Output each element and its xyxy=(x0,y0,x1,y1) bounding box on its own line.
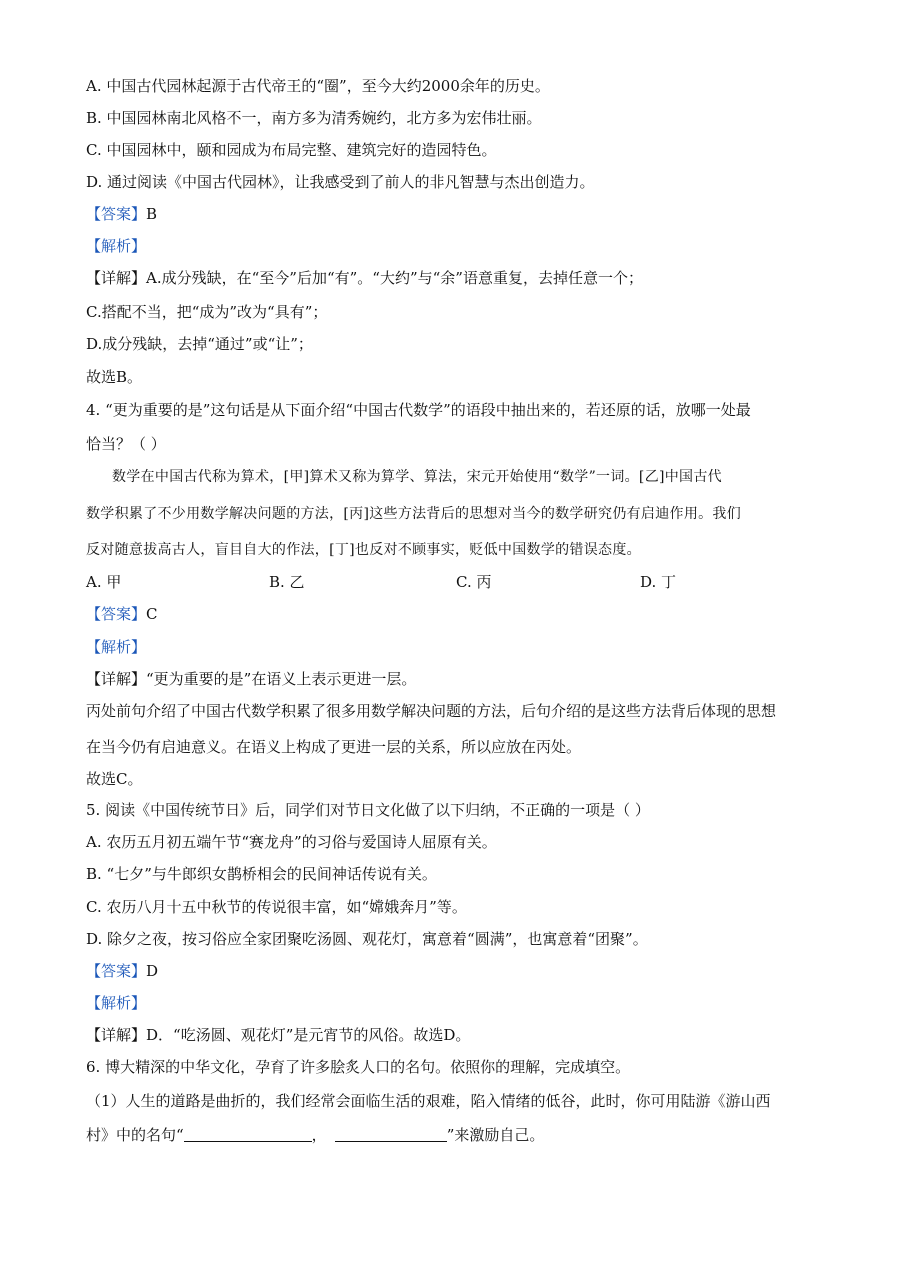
answer-value: C xyxy=(146,605,158,623)
q4-analysis xyxy=(86,636,849,658)
q6-sub1-mid: ， xyxy=(311,1126,327,1144)
q5-analysis xyxy=(86,992,849,1014)
q4-stem-2: 恰当？（ ） xyxy=(86,435,166,453)
detail-text: D．“吃汤圆、观花灯”是元宵节的风俗。故选D。 xyxy=(146,1026,471,1044)
q4-passage-3: 反对随意拔高古人，盲目自大的作法，[丁]也反对不顾事实，贬低中国数学的错误态度。 xyxy=(86,542,641,558)
answer-tag: 【答案】 xyxy=(86,205,147,223)
answer-value: B xyxy=(146,205,158,223)
q3-option-b: B. 中国园林南北风格不一，南方多为清秀婉约，北方多为宏伟壮丽。 xyxy=(86,109,542,127)
q6-sub1-pre: 村》中的名句“ xyxy=(86,1126,184,1144)
q3-option-d: D. 通过阅读《中国古代园林》，让我感受到了前人的非凡智慧与杰出创造力。 xyxy=(86,173,595,191)
q3-option-c: C. 中国园林中，颐和园成为布局完整、建筑完好的造园特色。 xyxy=(86,141,497,159)
q5-option-d: D. 除夕之夜，按习俗应全家团聚吃汤圆、观花灯，寓意着“圆满”，也寓意着“团聚”。 xyxy=(86,930,648,948)
q4-answer xyxy=(86,603,849,625)
analysis-tag: 【解析】 xyxy=(86,994,147,1012)
q4-option-a: A. 甲 xyxy=(86,573,122,591)
answer-value: D xyxy=(146,962,159,980)
q4-detail-4: 故选C。 xyxy=(86,770,143,788)
q6-sub1-line1: （1）人生的道路是曲折的，我们经常会面临生活的艰难，陷入情绪的低谷，此时，你可用陆游《游山西 xyxy=(86,1092,771,1110)
q5-stem: 5. 阅读《中国传统节日》后，同学们对节日文化做了以下归纳，不正确的一项是（ ） xyxy=(86,801,650,819)
q4-passage-2: 数学积累了不少用数学解决问题的方法，[丙]这些方法背后的思想对当今的数学研究仍有启迪作用。我们 xyxy=(86,506,742,522)
q5-option-b: B. “七夕”与牛郎织女鹊桥相会的民间神话传说有关。 xyxy=(86,865,437,883)
q5-detail xyxy=(86,1024,849,1046)
analysis-tag: 【解析】 xyxy=(86,638,147,656)
q3-analysis xyxy=(86,235,849,257)
q3-detail-2: C.搭配不当，把“成为”改为“具有”； xyxy=(86,303,328,321)
q5-answer xyxy=(86,960,849,982)
q3-detail-3: D.成分残缺，去掉“通过”或“让”； xyxy=(86,335,313,353)
q4-detail-1 xyxy=(86,668,849,690)
q5-option-c: C. 农历八月十五中秋节的传说很丰富，如“嫦娥奔月”等。 xyxy=(86,898,467,916)
detail-tag: 【详解】 xyxy=(86,670,147,688)
detail-text: A.成分残缺，在“至今”后加“有”。“大约”与“余”语意重复，去掉任意一个； xyxy=(146,269,643,287)
q6-sub1-line2 xyxy=(86,1124,849,1146)
answer-tag: 【答案】 xyxy=(86,605,147,623)
q5-option-a: A. 农历五月初五端午节“赛龙舟”的习俗与爱国诗人屈原有关。 xyxy=(86,833,497,851)
q6-sub1-post: ”来激励自己。 xyxy=(446,1126,545,1144)
q3-detail-4: 故选B。 xyxy=(86,368,143,386)
fill-blank-2[interactable] xyxy=(335,1125,447,1142)
q4-detail-3: 在当今仍有启迪意义。在语义上构成了更进一层的关系，所以应放在丙处。 xyxy=(86,738,582,756)
detail-text: “更为重要的是”在语义上表示更进一层。 xyxy=(146,670,417,688)
q4-passage-1: 数学在中国古代称为算术，[甲]算术又称为算学、算法，宋元开始使用“数学”一词。[乙]中国古代 xyxy=(112,469,722,485)
q4-option-b: B. 乙 xyxy=(269,573,305,591)
q3-detail-1 xyxy=(86,267,849,289)
q3-option-a: A. 中国古代园林起源于古代帝王的“圈”，至今大约2000余年的历史。 xyxy=(86,77,550,95)
q4-option-d: D. 丁 xyxy=(640,573,677,591)
q4-option-c: C. 丙 xyxy=(456,573,492,591)
answer-tag: 【答案】 xyxy=(86,962,147,980)
q4-detail-2: 丙处前句介绍了中国古代数学积累了很多用数学解决问题的方法，后句介绍的是这些方法背后体现的思想 xyxy=(86,702,777,720)
q6-stem: 6. 博大精深的中华文化，孕育了许多脍炙人口的名句。依照你的理解，完成填空。 xyxy=(86,1058,631,1076)
detail-tag: 【详解】 xyxy=(86,269,147,287)
fill-blank-1[interactable] xyxy=(184,1125,312,1142)
analysis-tag: 【解析】 xyxy=(86,237,147,255)
detail-tag: 【详解】 xyxy=(86,1026,147,1044)
q3-answer xyxy=(86,203,849,225)
q4-stem-1: 4. “更为重要的是”这句话是从下面介绍“中国古代数学”的语段中抽出来的，若还原的话，放哪一处最 xyxy=(86,401,751,419)
